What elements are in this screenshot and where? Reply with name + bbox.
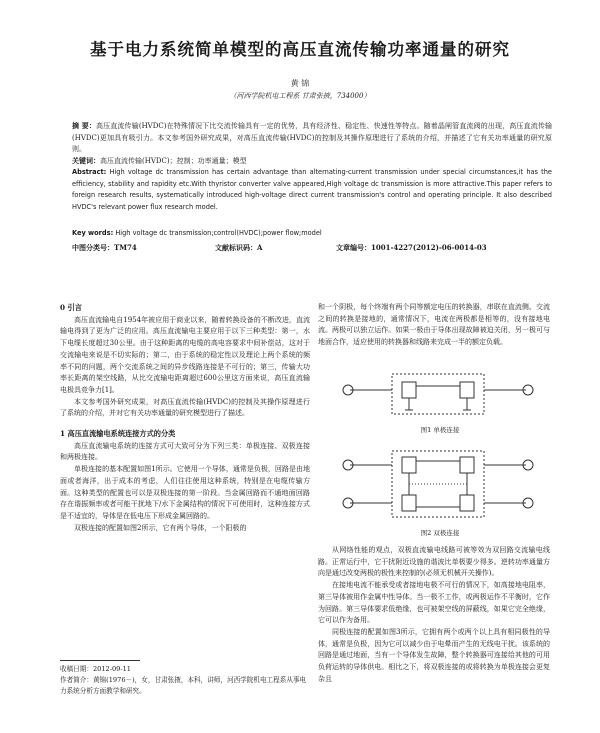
section1-heading: 1 高压直流输电系统连接方式的分类 xyxy=(60,429,176,439)
keywords-cn-label: 关键词： xyxy=(72,156,100,165)
keywords-cn xyxy=(72,155,552,168)
figure-2-caption: 图2 双极连接 xyxy=(420,529,460,537)
abstract-cn xyxy=(72,120,552,156)
intro-paragraph-1: 高压直流输电自1954年被应用于商业以来，随着转换设备的不断改进，直流输电得到了更为广泛的应用。高压直流输电主要应用于以下三种类型：第一，水下电缆长度超过30公里。由于这种距离的电缆的高电容要求中间补偿站，这对于交流输电来说是不切实际的；第二，由于系统的稳定性以及理论上两个系统的频率不同的问题，两个交流系统之间的异步线路连接是不可行的；第三，传输大功率长距离的架空线路，从比交流输电距离超过600公里这方面来说，高压直流输电极具竞争力[1]。 xyxy=(60,315,310,394)
section1-paragraph-2: 单极连接的基本配置如图1所示。它使用一个导体，通常是负极，回路是由地面或者海洋，出于成本的考虑，人们往往使用这种系统，特别是在电缆传输方面。这种类型的配置也可以是双极连接的第一阶段。当金属回路而不通地面回路存在谐振频率或者可能干扰地下/水下金属结构的情况下可使用时，这种连接方式是不适宜的，导体是在低电压下形成金属回路的。 xyxy=(60,465,310,520)
intro-heading: 0 引言 xyxy=(60,303,82,312)
keywords-en xyxy=(72,228,552,240)
footnote-rule xyxy=(60,660,140,661)
figure-1-caption: 图1 单极连接 xyxy=(420,426,460,434)
footnote-received: 收稿日期：2012-09-11 xyxy=(60,665,131,673)
clc-number: 中图分类号：TM74 xyxy=(72,243,137,252)
figure-1-monopolar-diagram xyxy=(330,368,545,420)
abstract-cn-label: 摘 要： xyxy=(72,121,96,130)
footnote xyxy=(60,664,310,697)
article-id: 文章编号：1001-4227(2012)-06-0014-03 xyxy=(336,243,487,252)
right-column-top xyxy=(318,302,550,349)
author-affiliation: （河西学院机电工程系 甘肃张掖，734000） xyxy=(229,92,371,100)
intro-paragraph-2: 本文参考国外研究成果，对高压直流传输(HVDC)的控制及其操作原理进行了系统的介绍，并对它有关功率通量的研究模型进行了描述。 xyxy=(60,397,310,418)
figure-1-svg xyxy=(330,368,545,420)
section1-paragraph-3: 双极连接的配置如图2所示，它有两个导体，一个阳极的 xyxy=(74,523,247,532)
figure-2-bipolar-diagram xyxy=(330,445,545,525)
author-name: 黄 锦 xyxy=(290,79,310,88)
document-code: 文献标识码：A xyxy=(215,243,263,252)
third-conductor-paragraph: 在接地电流不能承受或者接地电极不可行的情况下，如高接地电阻率，第三导体被用作金属中性导体。当一极不工作，或两极运作不平衡时，它作为回路。第三导体要求低绝缘，也可被架空线的屏蔽线，如果它完全绝缘，它可以作为备用。 xyxy=(318,581,550,625)
paper-title: 基于电力系统简单模型的高压直流传输功率通量的研究 xyxy=(90,40,510,59)
left-column xyxy=(60,302,310,534)
abstract-en xyxy=(72,167,552,213)
bipolar-network-paragraph: 从网络性能的观点，双极直流输电线路可被等效为双回路交流输电线路。正常运行中，它干扰附近设施的谐波比单极要少得多。逆转功率通量方向是通过改变两极的极性来控制的(必须无机械开关操作)。 xyxy=(318,546,550,578)
abstract-en-label: Abstract: xyxy=(72,168,107,176)
abstract-cn-text: 高压直流传输(HVDC)在特殊情况下比交流传输具有一定的优势，具有经济性、稳定性、快速性等特点。随着晶闸管直流阀的出现，高压直流传输(HVDC)更加具有吸引力。本文参考国外研究成果，对高压直流传输(HVDC)的控制及其操作原理进行了系统的介绍，并描述了它有关功率通量的研究原则。 xyxy=(72,122,552,153)
keywords-en-text: High voltage dc transmission;control(HVDC);power flow;model xyxy=(115,229,322,237)
keywords-en-label: Key words: xyxy=(72,229,114,237)
right-column-bottom xyxy=(318,545,550,685)
footnote-author-bio: 作者简介：黄锦(1976－)，女，甘肃张掖，本科，讲师，河西学院机电工程系从事电力系统分析方面教学和研究。 xyxy=(60,676,307,695)
homopolar-paragraph: 同极连接的配置如图3所示，它拥有两个或两个以上具有相同极性的导体，通常是负极，因为它可以减少由于电晕而产生的无线电干扰。该系统的回路是通过地面，当有一个导体发生故障，整个转换器可连接给其他的可用负荷运转的导体供电。相比之下，将双极连接的或将转换为单极连接会更复杂且 xyxy=(318,627,550,683)
section1-paragraph-1: 高压直流输电系统的连接方式可大致可分为下列三类：单极连接、双极连接和两极连接。 xyxy=(60,441,310,462)
figure-2-svg xyxy=(330,445,545,525)
abstract-en-text: High voltage dc transmission has certain advantage than alternating-current transmission under special circumstances,it has the efficiency, stability and rapidity etc.With thyristor converter valve appeared,High voltage dc transmission is more attractive.This paper refers to foreign research results, systematically introduced high-voltage direct current transmission's control and operating principle. It also described HVDC's relevant power flux research model. xyxy=(72,168,552,211)
keywords-cn-text: 高压直流传输(HVDC)；控制；功率通量；模型 xyxy=(100,157,247,165)
bipolar-paragraph-continued: 和一个阴极，每个终端有两个同等额定电压的转换器，串联在直流侧。交流之间的转换是接地的，通常情况下，电流在两极都是相等的，没有接地电流。两极可以独立运作。如果一极由于导体出现故障被迫关闭，另一极可与地面合作，适应使用的转换器和线路来完成一半的额定负载。 xyxy=(318,303,550,347)
